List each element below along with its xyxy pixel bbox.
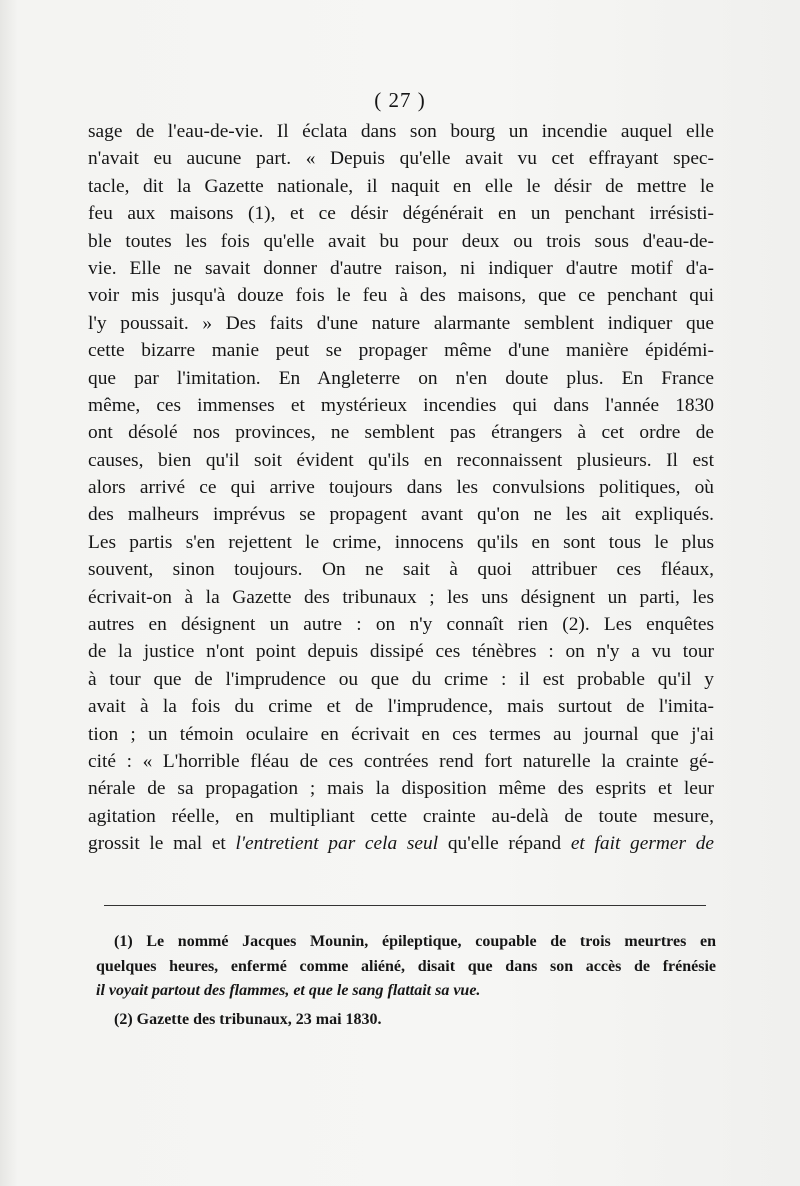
text-line: sage de l'eau-de-vie. Il éclata dans son bourg un incendie auquel elle (88, 121, 714, 142)
text-line: tacle, dit la Gazette nationale, il naquit en elle le désir de mettre le (88, 175, 714, 197)
text-line: nérale de sa propagation ; mais la disposition même des esprits et leur (88, 778, 714, 800)
text-line: agitation réelle, en multipliant cette crainte au-delà de toute mesure, (88, 805, 714, 827)
italic-segment: et fait germer de (570, 833, 715, 855)
text-line: Les partis s'en rejettent le crime, innocens qu'ils en sont tous le plus (88, 531, 714, 553)
text-line: tion ; un témoin oculaire en écrivait en ces termes au journal que j'ai (88, 723, 714, 745)
text-line: de la justice n'ont point depuis dissipé ces ténèbres : on n'y a vu tour (88, 641, 714, 663)
text-line: cité : « L'horrible fléau de ces contrées rend fort naturelle la crainte gé- (88, 750, 714, 772)
footnote-divider (104, 905, 706, 906)
text-line: ble toutes les fois qu'elle avait bu pour deux ou trois sous d'eau-de- (88, 230, 714, 252)
text-line: que par l'imitation. En Angleterre on n'en doute plus. En France (88, 367, 714, 389)
text-line: voir mis jusqu'à douze fois le feu à des maisons, que ce penchant qui (88, 285, 714, 307)
text-line: souvent, sinon toujours. On ne sait à quoi attribuer ces fléaux, (88, 559, 714, 581)
text-line-last (88, 830, 714, 857)
body-text (88, 118, 714, 858)
footnote-2: (2) Gazette des tribunaux, 23 mai 1830. (114, 1010, 382, 1028)
italic-segment: l'entretient par cela seul (235, 833, 439, 855)
footnote-1-line: (1) Le nommé Jacques Mounin, épileptique, coupable de trois meurtres en (114, 933, 716, 950)
text-segment: qu'elle répand (438, 833, 571, 855)
text-line: l'y poussait. » Des faits d'une nature alarmante semblent indiquer que (88, 312, 714, 334)
footnotes (96, 930, 716, 1032)
footnote-1-line: il voyait partout des flammes, et que le sang flattait sa vue. (96, 982, 481, 999)
text-segment: grossit le mal et (88, 833, 236, 855)
text-line: vie. Elle ne savait donner d'autre raison, ni indiquer d'autre motif d'a- (88, 257, 714, 279)
text-line: causes, bien qu'il soit évident qu'ils en reconnaissent plusieurs. Il est (88, 449, 714, 471)
text-line: même, ces immenses et mystérieux incendies qui dans l'année 1830 (88, 394, 714, 416)
text-line: à tour que de l'imprudence ou que du crime : il est probable qu'il y (88, 668, 714, 690)
page-number: ( 27 ) (374, 88, 426, 112)
text-line: n'avait eu aucune part. « Depuis qu'elle avait vu cet effrayant spec- (88, 148, 714, 170)
text-line: alors arrivé ce qui arrive toujours dans les convulsions politiques, où (88, 477, 714, 499)
text-line: ont désolé nos provinces, ne semblent pas étrangers à cet ordre de (88, 422, 714, 444)
text-line: cette bizarre manie peut se propager même d'une manière épidémi- (88, 340, 714, 362)
text-line: écrivait-on à la Gazette des tribunaux ; les uns désignent un parti, les (88, 586, 714, 608)
text-line: avait à la fois du crime et de l'imprudence, mais surtout de l'imita- (88, 696, 714, 718)
text-line: feu aux maisons (1), et ce désir dégénérait en un penchant irrésisti- (88, 203, 714, 225)
footnote-1-line: quelques heures, enfermé comme aliéné, disait que dans son accès de frénésie (96, 957, 716, 975)
text-line: autres en désignent un autre : on n'y connaît rien (2). Les enquêtes (88, 614, 714, 636)
text-line: des malheurs imprévus se propagent avant qu'on ne les ait expliqués. (88, 504, 714, 526)
